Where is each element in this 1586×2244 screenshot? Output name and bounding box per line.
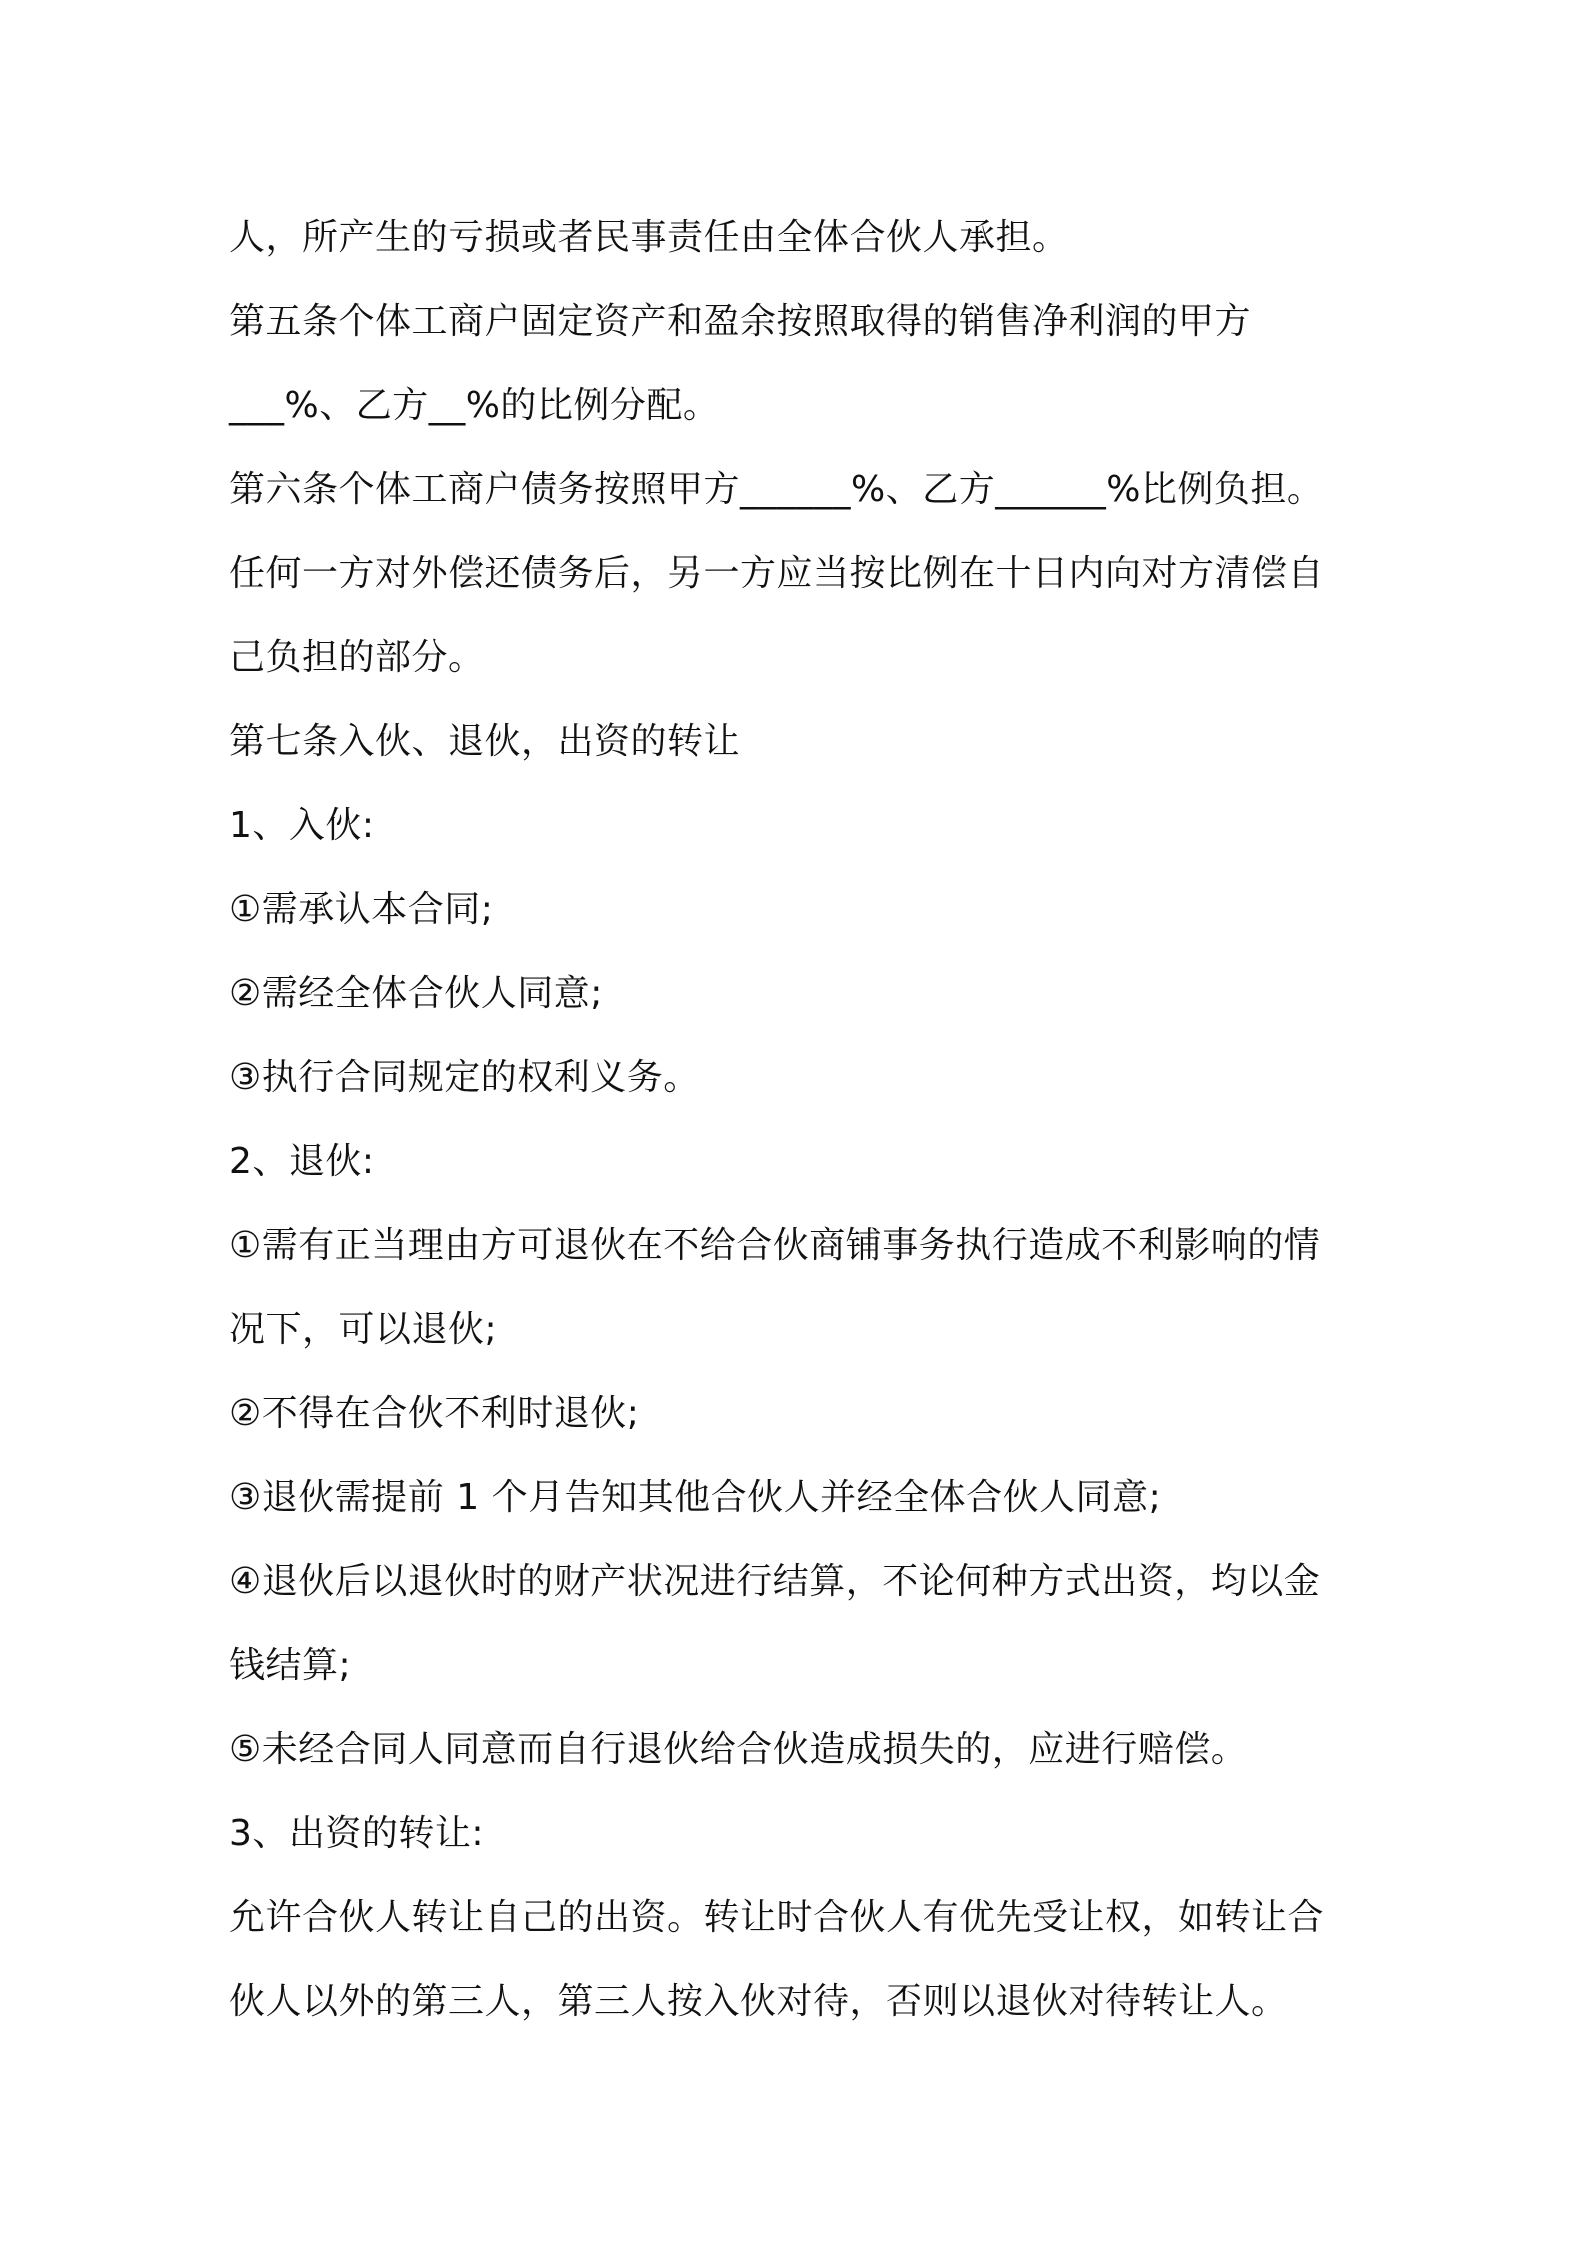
text-line: 况下，可以退伙; — [229, 1309, 498, 1350]
list-item: ②不得在合伙不利时退伙; — [229, 1393, 640, 1434]
list-item: ④退伙后以退伙时的财产状况进行结算，不论何种方式出资，均以金 — [229, 1561, 1321, 1602]
list-item: ①需承认本合同; — [229, 889, 494, 930]
article-6-heading-line: 第六条个体工商户债务按照甲方______%、乙方______%比例负担。 — [229, 469, 1324, 510]
text-line: 己负担的部分。 — [229, 637, 485, 678]
article-7-heading-line: 第七条入伙、退伙，出资的转让 — [229, 721, 741, 762]
section-1-heading: 1、入伙: — [229, 805, 375, 846]
article-5-heading-line: 第五条个体工商户固定资产和盈余按照取得的销售净利润的甲方 — [229, 301, 1252, 342]
list-item: ③执行合同规定的权利义务。 — [229, 1057, 700, 1098]
section-2-heading: 2、退伙: — [229, 1141, 375, 1182]
list-item: ①需有正当理由方可退伙在不给合伙商铺事务执行造成不利影响的情 — [229, 1225, 1321, 1266]
list-item: ③退伙需提前 1 个月告知其他合伙人并经全体合伙人同意; — [229, 1477, 1162, 1518]
text-line: 钱结算; — [229, 1645, 352, 1686]
text-line: 伙人以外的第三人，第三人按入伙对待，否则以退伙对待转让人。 — [229, 1981, 1288, 2022]
document-body — [229, 196, 1359, 2044]
text-line: ___%、乙方__%的比例分配。 — [229, 385, 720, 426]
list-item: ②需经全体合伙人同意; — [229, 973, 603, 1014]
text-line: 人，所产生的亏损或者民事责任由全体合伙人承担。 — [229, 217, 1069, 258]
text-line: 允许合伙人转让自己的出资。转让时合伙人有优先受让权，如转让合 — [229, 1897, 1325, 1938]
text-line: 任何一方对外偿还债务后，另一方应当按比例在十日内向对方清偿自 — [229, 553, 1325, 594]
list-item: ⑤未经合同人同意而自行退伙给合伙造成损失的，应进行赔偿。 — [229, 1729, 1248, 1770]
section-3-heading: 3、出资的转让: — [229, 1813, 485, 1854]
